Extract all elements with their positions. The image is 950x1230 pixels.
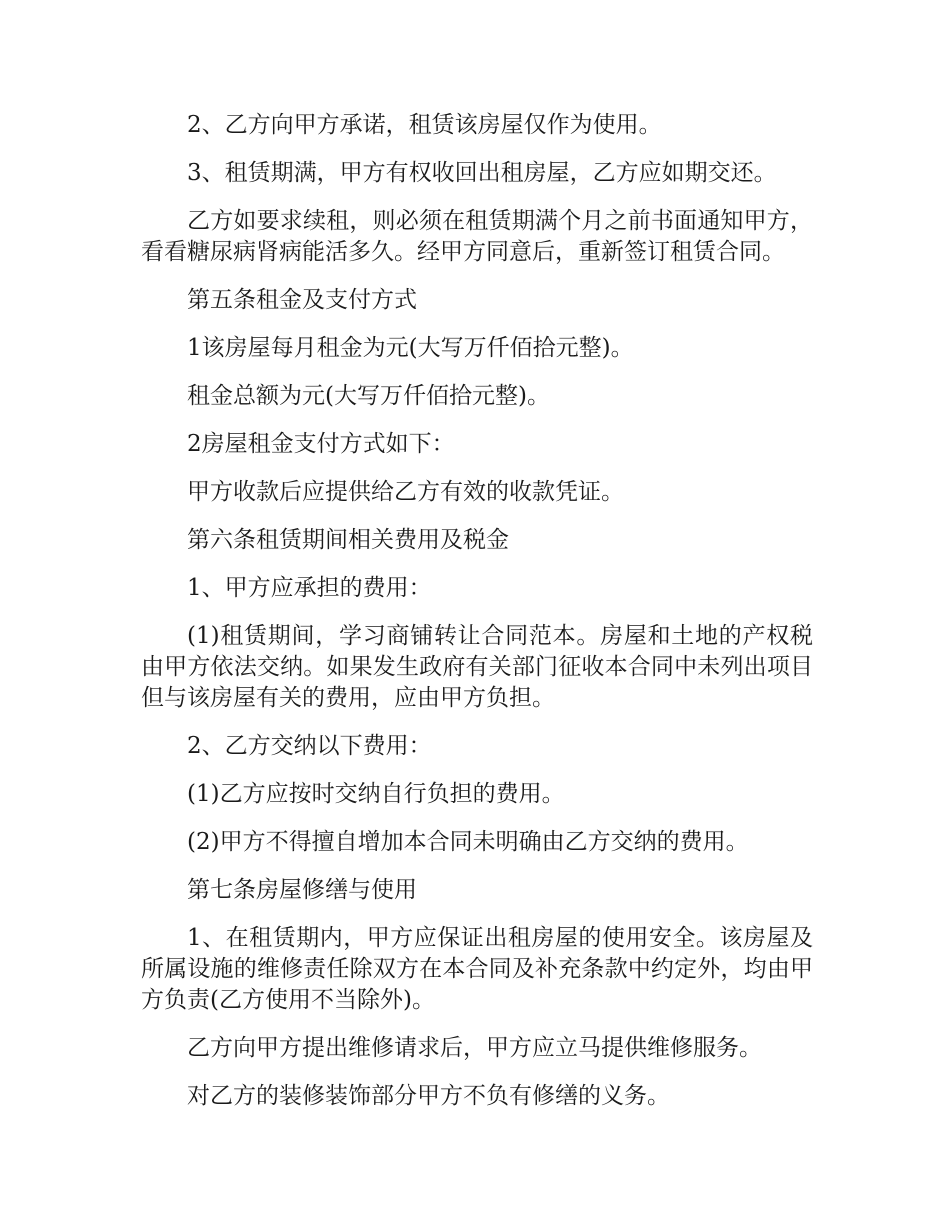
section-heading-article-5: 第五条租金及支付方式 [187, 287, 417, 313]
paragraph-promise-usage: 2、乙方向甲方承诺，租赁该房屋仅作为使用。 [187, 112, 662, 138]
paragraph-party-b-fees: 2、乙方交纳以下费用： [187, 733, 432, 759]
paragraph-total-rent: 租金总额为元(大写万仟佰拾元整)。 [187, 383, 550, 409]
paragraph-receipt: 甲方收款后应提供给乙方有效的收款凭证。 [187, 479, 624, 505]
paragraph-payment-method: 2房屋租金支付方式如下： [187, 431, 455, 457]
paragraph-lease-period-taxes: (1)租赁期间，学习商铺转让合同范本。房屋和土地的产权税由甲方依法交纳。如果发生政府有关部门征收本合同中未列出项目但与该房屋有关的费用，应由甲方负担。 [141, 623, 813, 711]
document-body [141, 110, 813, 1129]
paragraph-no-extra-fees: (2)甲方不得擅自增加本合同未明确由乙方交纳的费用。 [187, 829, 749, 855]
paragraph-decoration-no-repair: 对乙方的装修装饰部分甲方不负有修缮的义务。 [187, 1083, 670, 1109]
paragraph-party-a-fees: 1、甲方应承担的费用： [187, 575, 432, 601]
paragraph-repair-responsibility: 1、在租赁期内，甲方应保证出租房屋的使用安全。该房屋及所属设施的维修责任除双方在本合同及补充条款中约定外，均由甲方负责(乙方使用不当除外)。 [141, 925, 813, 1013]
paragraph-lease-expiry: 3、租赁期满，甲方有权收回出租房屋，乙方应如期交还。 [187, 160, 777, 186]
paragraph-renewal: 乙方如要求续租，则必须在租赁期满个月之前书面通知甲方，看看糖尿病肾病能活多久。经甲方同意后，重新签订租赁合同。 [141, 208, 813, 265]
paragraph-party-b-pay-on-time: (1)乙方应按时交纳自行负担的费用。 [187, 781, 565, 807]
section-heading-article-6: 第六条租赁期间相关费用及税金 [187, 527, 509, 553]
section-heading-article-7: 第七条房屋修缮与使用 [187, 877, 417, 903]
paragraph-repair-request: 乙方向甲方提出维修请求后，甲方应立马提供维修服务。 [187, 1035, 762, 1061]
paragraph-monthly-rent: 1该房屋每月租金为元(大写万仟佰拾元整)。 [187, 335, 634, 361]
